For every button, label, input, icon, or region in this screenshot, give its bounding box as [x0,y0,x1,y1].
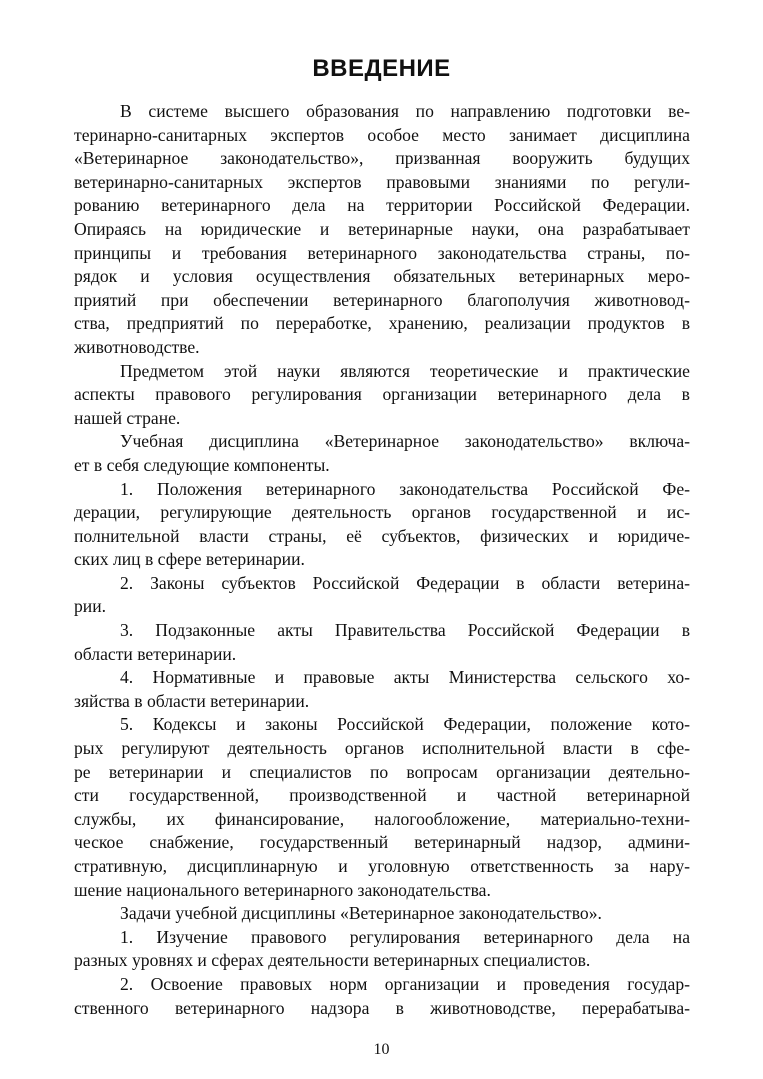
text-line: ских лиц в сфере ветеринарии. [74,549,305,570]
text-line: 2. Законы субъектов Российской Федерации в области ветерина- [120,572,690,593]
text-line: дерации, регулирующие деятельность органов государственной и ис- [74,502,690,523]
page-number: 10 [373,1041,390,1058]
text-line: 1. Изучение правового регулирования ветеринарного дела на [120,926,690,947]
text-line: 3. Подзаконные акты Правительства Российской Федерации в [120,620,690,641]
text-line: 2. Освоение правовых норм организации и проведения государ- [120,973,690,994]
text-line: рядок и условия осуществления обязательных ветеринарных меро- [74,266,690,287]
text-line: 4. Нормативные и правовые акты Министерства сельского хо- [120,667,690,688]
text-line: стративную, дисциплинарную и уголовную ответственность за нару- [74,856,690,876]
text-line: Опираясь на юридические и ветеринарные науки, она разрабатывает [74,218,690,239]
text-line: 5. Кодексы и законы Российской Федерации, положение кото- [120,714,690,735]
text-line: рии. [74,596,107,617]
text-line: теринарно-санитарных экспертов особое место занимает дисциплина [74,124,690,145]
text-line: ческое снабжение, государственный ветеринарный надзор, админи- [74,832,690,853]
text-line: 1. Положения ветеринарного законодательства Российской Фе- [120,478,690,499]
text-line: Предметом этой науки являются теоретические и практические [120,360,690,381]
text-line: сти государственной, производственной и частной ветеринарной [74,785,690,806]
text-line: шение национального ветеринарного законодательства. [74,879,491,900]
text-line: нашей стране. [74,407,181,428]
text-line: аспекты правового регулирования организации ветеринарного дела в [74,384,690,405]
text-line: области ветеринарии. [74,643,237,664]
body-text [74,100,690,1020]
text-line: службы, их финансирование, налогообложение, материально-техни- [74,808,690,829]
text-line: рованию ветеринарного дела на территории Российской Федерации. [74,195,690,216]
text-line: ветеринарно-санитарных экспертов правовыми знаниями по регули- [74,171,690,192]
text-line: рых регулируют деятельность органов исполнительной власти в сфе- [74,738,690,759]
text-line: ре ветеринарии и специалистов по вопросам организации деятельно- [74,761,690,782]
text-line: зяйства в области ветеринарии. [74,690,310,711]
text-line: принципы и требования ветеринарного законодательства страны, по- [74,242,690,263]
text-line: «Ветеринарное законодательство», призванная вооружить будущих [74,148,690,169]
text-line: разных уровнях и сферах деятельности ветеринарных специалистов. [74,950,591,971]
text-line: ет в себя следующие компоненты. [74,454,330,475]
text-line: животноводстве. [74,336,200,357]
text-line: приятий при обеспечении ветеринарного благополучия животновод- [74,289,690,310]
text-line: ства, предприятий по переработке, хранению, реализации продуктов в [74,313,690,334]
text-line: В системе высшего образования по направлению подготовки ве- [120,101,690,121]
text-line: Задачи учебной дисциплины «Ветеринарное законодательство». [120,903,602,924]
text-line: ственного ветеринарного надзора в животноводстве, перерабатыва- [74,997,690,1018]
text-line: Учебная дисциплина «Ветеринарное законодательство» включа- [120,431,690,452]
text-line: полнительной власти страны, её субъектов, физических и юридиче- [74,525,690,546]
page-title: ВВЕДЕНИЕ [312,55,451,82]
